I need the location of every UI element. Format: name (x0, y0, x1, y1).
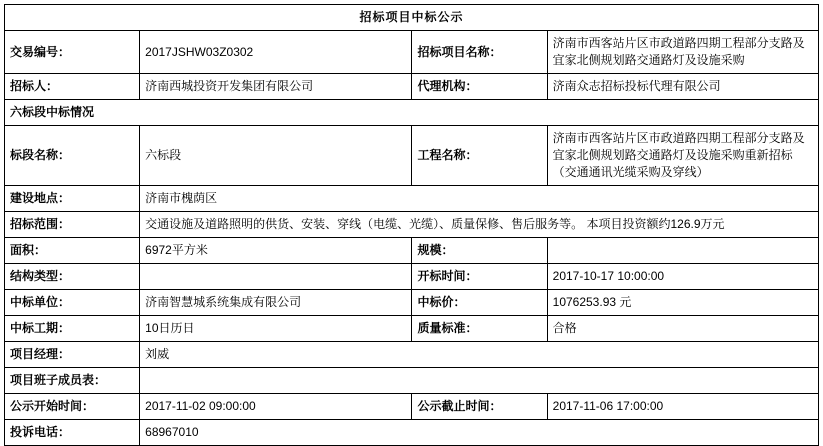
field-value-winner: 济南智慧城系统集成有限公司 (140, 290, 412, 316)
field-value-project-manager: 刘威 (140, 342, 819, 368)
field-label-section-name: 标段名称： (5, 126, 140, 186)
field-value-scale (547, 238, 818, 264)
field-label-duration: 中标工期： (5, 316, 140, 342)
table-row (5, 394, 819, 420)
field-value-publish-end: 2017-11-06 17:00:00 (547, 394, 818, 420)
field-label-agency: 代理机构： (412, 74, 547, 100)
field-label-scope: 招标范围： (5, 212, 140, 238)
table-row (5, 186, 819, 212)
field-value-duration: 10日历日 (140, 316, 412, 342)
field-label-engineering-name: 工程名称： (412, 126, 547, 186)
field-value-team-members (140, 368, 819, 394)
field-label-winner: 中标单位： (5, 290, 140, 316)
section-header-section-six: 六标段中标情况 (5, 100, 819, 126)
table-row (5, 74, 819, 100)
table-row (5, 342, 819, 368)
table-row (5, 420, 819, 446)
field-label-scale: 规模： (412, 238, 547, 264)
field-label-project-manager: 项目经理： (5, 342, 140, 368)
table-row (5, 264, 819, 290)
table-row (5, 316, 819, 342)
table-row (5, 238, 819, 264)
field-label-bid-open-time: 开标时间： (412, 264, 547, 290)
field-value-bid-open-time: 2017-10-17 10:00:00 (547, 264, 818, 290)
field-value-area: 6972平方米 (140, 238, 412, 264)
document-page (0, 4, 823, 439)
field-value-location: 济南市槐荫区 (140, 186, 819, 212)
table-row (5, 126, 819, 186)
field-label-tenderee: 招标人： (5, 74, 140, 100)
field-label-trade-no: 交易编号： (5, 31, 140, 74)
field-label-winning-price: 中标价： (412, 290, 547, 316)
table-row-title (5, 5, 819, 31)
field-value-winning-price: 1076253.93 元 (547, 290, 818, 316)
field-value-project-name: 济南市西客站片区市政道路四期工程部分支路及宜家北侧规划路交通路灯及设施采购 (547, 31, 818, 74)
field-value-trade-no: 2017JSHW03Z0302 (140, 31, 412, 74)
field-value-quality-standard: 合格 (547, 316, 818, 342)
field-label-quality-standard: 质量标准： (412, 316, 547, 342)
field-label-area: 面积： (5, 238, 140, 264)
bid-announcement-table (4, 4, 819, 446)
table-row (5, 212, 819, 238)
field-label-complaint-phone: 投诉电话： (5, 420, 140, 446)
table-row-section (5, 100, 819, 126)
table-row (5, 368, 819, 394)
field-value-section-name: 六标段 (140, 126, 412, 186)
field-label-location: 建设地点： (5, 186, 140, 212)
field-value-publish-start: 2017-11-02 09:00:00 (140, 394, 412, 420)
field-value-structure-type (140, 264, 412, 290)
page-title: 招标项目中标公示 (5, 5, 819, 31)
field-label-team-members: 项目班子成员表： (5, 368, 140, 394)
field-label-structure-type: 结构类型： (5, 264, 140, 290)
field-value-agency: 济南众志招标投标代理有限公司 (547, 74, 818, 100)
table-row (5, 31, 819, 74)
field-label-publish-start: 公示开始时间： (5, 394, 140, 420)
field-label-project-name: 招标项目名称： (412, 31, 547, 74)
field-value-scope: 交通设施及道路照明的供货、安装、穿线（电缆、光缆）、质量保修、售后服务等。 本项目投资额约126.9万元 (140, 212, 819, 238)
field-value-tenderee: 济南西城投资开发集团有限公司 (140, 74, 412, 100)
field-label-publish-end: 公示截止时间： (412, 394, 547, 420)
field-value-engineering-name: 济南市西客站片区市政道路四期工程部分支路及宜家北侧规划路交通路灯及设施采购重新招标（交通通讯光缆采购及穿线） (547, 126, 818, 186)
table-row (5, 290, 819, 316)
field-value-complaint-phone: 68967010 (140, 420, 819, 446)
